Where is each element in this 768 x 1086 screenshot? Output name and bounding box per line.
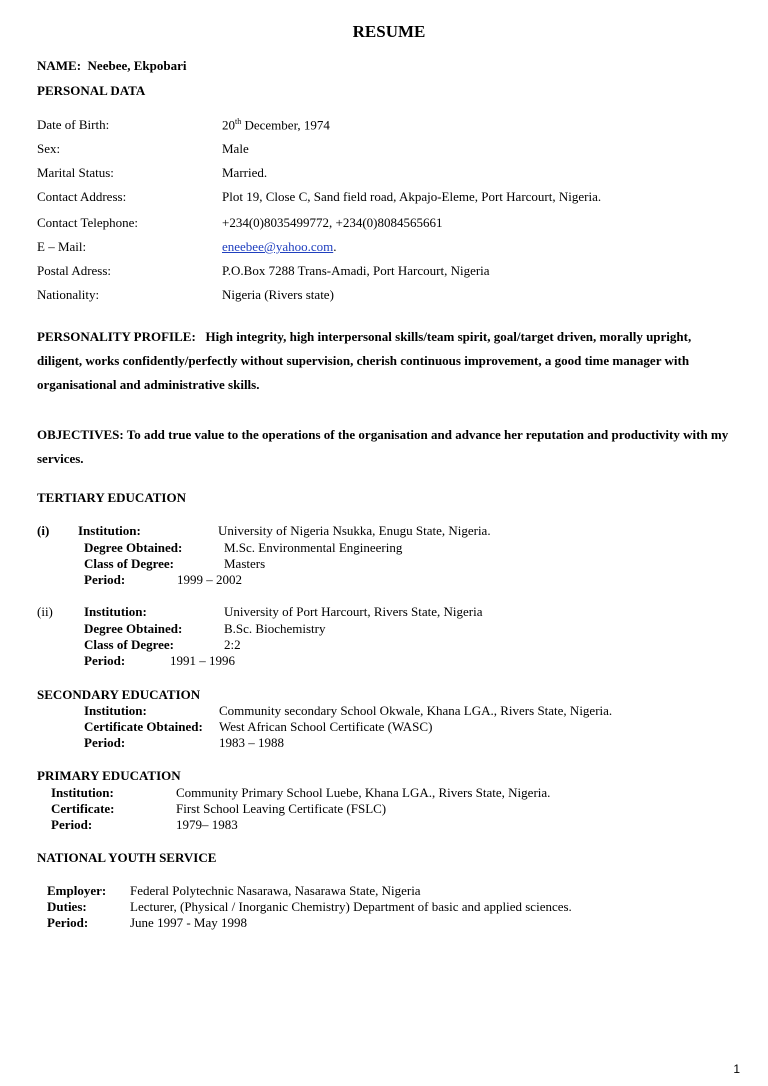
nysc-period-label: Period: <box>47 915 89 930</box>
address-value: Plot 19, Close C, Sand field road, Akpajo-Eleme, Port Harcourt, Nigeria. <box>222 189 602 204</box>
nysc-heading: NATIONAL YOUTH SERVICE <box>37 850 217 865</box>
nationality-value: Nigeria (Rivers state) <box>222 287 334 302</box>
tertiary-2-degree-label: Degree Obtained: <box>84 621 183 636</box>
email-label: E – Mail: <box>37 239 87 254</box>
secondary-heading: SECONDARY EDUCATION <box>37 687 201 702</box>
objectives-text: To add true value to the operations of the organisation and advance her reputation and productivity with my services. <box>37 427 729 466</box>
personal-data-heading: PERSONAL DATA <box>37 83 146 98</box>
name-label: NAME: <box>37 58 82 73</box>
personality-profile <box>37 325 737 397</box>
tertiary-1-institution-label: Institution: <box>78 523 141 538</box>
dob-rest: December, 1974 <box>241 117 330 133</box>
postal-label: Postal Adress: <box>37 263 112 278</box>
secondary-period: 1983 – 1988 <box>219 735 284 750</box>
nysc-employer-label: Employer: <box>47 883 107 898</box>
tertiary-2-degree: B.Sc. Biochemistry <box>224 621 326 636</box>
sex-value: Male <box>222 141 249 156</box>
nysc-duties-label: Duties: <box>47 899 87 914</box>
nysc-duties: Lecturer, (Physical / Inorganic Chemistry) Department of basic and applied sciences. <box>130 899 572 914</box>
tertiary-2-period-label: Period: <box>84 653 126 668</box>
primary-institution: Community Primary School Luebe, Khana LGA., Rivers State, Nigeria. <box>176 785 551 800</box>
dob-label: Date of Birth: <box>37 117 110 132</box>
marital-value: Married. <box>222 165 268 180</box>
phone-value: +234(0)8035499772, +234(0)8084565661 <box>222 215 443 230</box>
profile-text: High integrity, high interpersonal skills/team spirit, goal/target driven, morally upright, diligent, works confidently/perfectly without supervision, cherish continuous improvement, a good time manager with organisational and administrative skills. <box>37 329 692 392</box>
tertiary-2-number: (ii) <box>37 604 53 619</box>
tertiary-1-class: Masters <box>224 556 266 571</box>
email-link[interactable]: eneebee@yahoo.com <box>222 239 334 254</box>
secondary-period-label: Period: <box>84 735 126 750</box>
address-label: Contact Address: <box>37 189 127 204</box>
secondary-institution-label: Institution: <box>84 703 147 718</box>
marital-label: Marital Status: <box>37 165 114 180</box>
email-suffix: . <box>333 239 337 254</box>
phone-label: Contact Telephone: <box>37 215 139 230</box>
email-line <box>222 239 336 255</box>
primary-cert: First School Leaving Certificate (FSLC) <box>176 801 387 816</box>
tertiary-2-class-label: Class of Degree: <box>84 637 175 652</box>
primary-period-label: Period: <box>51 817 93 832</box>
primary-period: 1979– 1983 <box>176 817 238 832</box>
tertiary-1-class-label: Class of Degree: <box>84 556 175 571</box>
name-line <box>37 58 187 74</box>
nationality-label: Nationality: <box>37 287 100 302</box>
objectives-label: OBJECTIVES: <box>37 427 124 442</box>
tertiary-2-class: 2:2 <box>224 637 241 652</box>
secondary-institution: Community secondary School Okwale, Khana LGA., Rivers State, Nigeria. <box>219 703 613 718</box>
primary-heading: PRIMARY EDUCATION <box>37 768 181 783</box>
page-number: 1 <box>733 1062 740 1076</box>
name-value: Neebee, Ekpobari <box>87 58 187 73</box>
page-title: RESUME <box>352 22 426 41</box>
postal-value: P.O.Box 7288 Trans-Amadi, Port Harcourt, Nigeria <box>222 263 490 278</box>
nysc-period: June 1997 - May 1998 <box>130 915 247 930</box>
objectives <box>37 423 737 471</box>
tertiary-1-number: (i) <box>37 523 50 538</box>
tertiary-1-period-label: Period: <box>84 572 126 587</box>
tertiary-1-institution: University of Nigeria Nsukka, Enugu State, Nigeria. <box>218 523 491 538</box>
tertiary-2-institution: University of Port Harcourt, Rivers State, Nigeria <box>224 604 483 619</box>
dob-sup: th <box>235 117 242 126</box>
primary-cert-label: Certificate: <box>51 801 115 816</box>
secondary-cert: West African School Certificate (WASC) <box>219 719 433 734</box>
tertiary-2-institution-label: Institution: <box>84 604 147 619</box>
secondary-cert-label: Certificate Obtained: <box>84 719 203 734</box>
tertiary-heading: TERTIARY EDUCATION <box>37 490 186 505</box>
dob-value <box>222 117 330 133</box>
primary-institution-label: Institution: <box>51 785 114 800</box>
sex-label: Sex: <box>37 141 61 156</box>
tertiary-1-degree: M.Sc. Environmental Engineering <box>224 540 403 555</box>
profile-label: PERSONALITY PROFILE: <box>37 329 196 344</box>
nysc-employer: Federal Polytechnic Nasarawa, Nasarawa State, Nigeria <box>130 883 421 898</box>
tertiary-2-period: 1991 – 1996 <box>170 653 235 668</box>
dob-day: 20 <box>222 117 235 133</box>
tertiary-1-degree-label: Degree Obtained: <box>84 540 183 555</box>
tertiary-1-period: 1999 – 2002 <box>177 572 242 587</box>
